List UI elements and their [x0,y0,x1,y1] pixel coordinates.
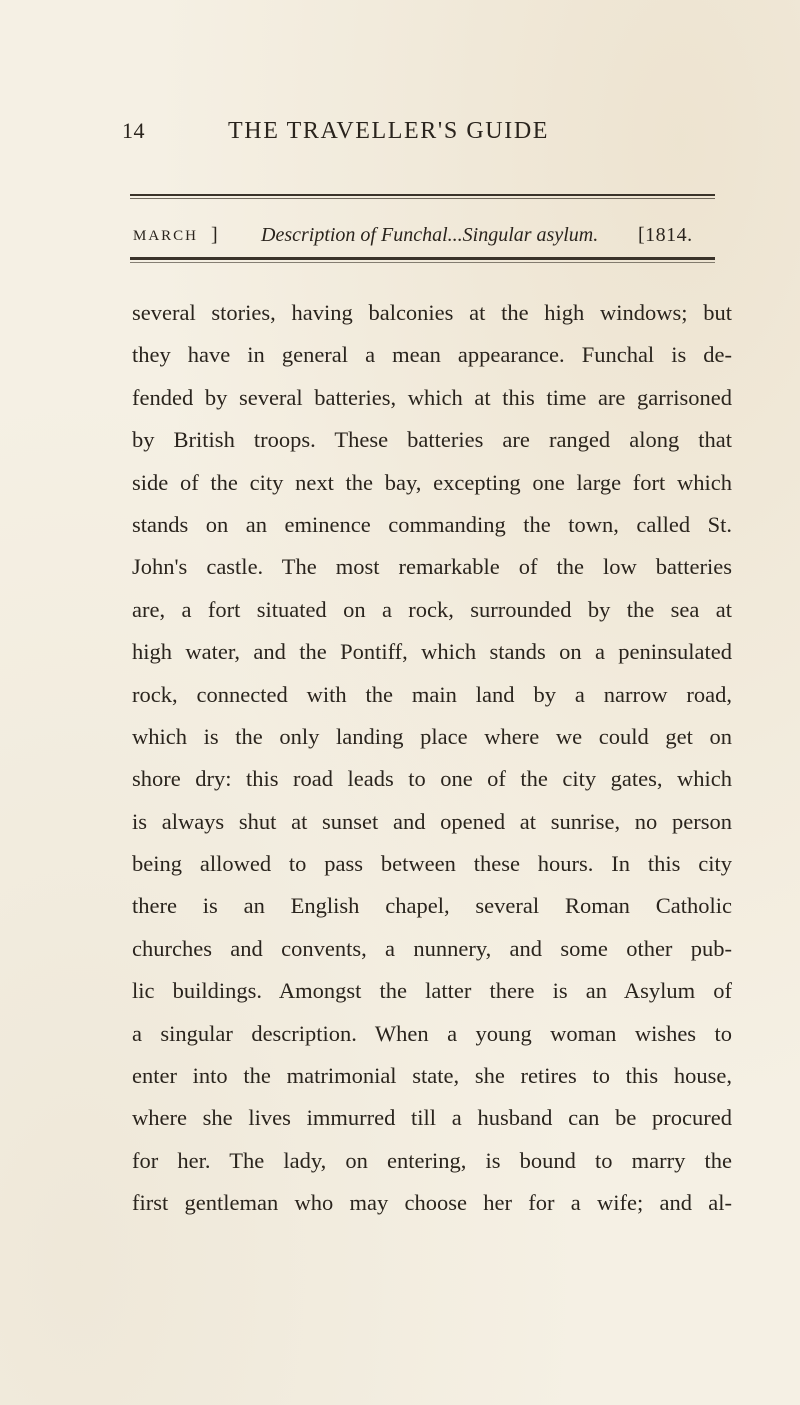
text-line: they have in general a mean appearance. Funchal is de- [132,342,732,368]
text-line: stands on an eminence commanding the town, called St. [132,511,732,537]
text-line: rock, connected with the main land by a narrow road, [132,681,732,707]
header-rule-top-thin [130,198,715,199]
text-line: several stories, having balconies at the high windows; but [132,300,732,325]
text-line: which is the only landing place where we could get on [132,723,732,749]
headline-month: MARCH [133,228,199,244]
book-title: THE TRAVELLER'S GUIDE [228,118,550,144]
header-rule-bottom [130,257,715,260]
text-line: churches and convents, a nunnery, and some other pub- [132,935,732,961]
text-line: lic buildings. Amongst the latter there is an Asylum of [132,978,732,1004]
headline-month-bracket: ] [211,224,218,246]
text-line: a singular description. When a young woman wishes to [132,1020,732,1046]
text-line: where she lives immurred till a husband can be procured [132,1105,732,1131]
text-line: are, a fort situated on a rock, surrounded by the sea at [132,596,732,622]
running-head [0,118,800,158]
text-line: shore dry: this road leads to one of the city gates, which [132,766,732,792]
text-line: enter into the matrimonial state, she retires to this house, [132,1063,732,1089]
text-line: is always shut at sunset and opened at sunrise, no person [132,808,732,834]
body-text [132,292,732,1225]
text-line: by British troops. These batteries are ranged along that [132,427,732,453]
text-line: John's castle. The most remarkable of the low batteries [132,554,732,580]
text-line: there is an English chapel, several Roman Catholic [132,893,732,919]
text-line: fended by several batteries, which at this time are garrisoned [132,384,732,410]
header-rule-top [130,194,715,196]
text-line: first gentleman who may choose her for a wife; and al- [132,1190,732,1216]
text-line: for her. The lady, on entering, is bound to marry the [132,1147,732,1173]
header-rule-bottom-thin [130,262,715,263]
text-line: high water, and the Pontiff, which stands on a peninsulated [132,639,732,665]
headline-year: [1814. [638,224,693,246]
page-number: 14 [122,118,145,143]
text-line: side of the city next the bay, excepting one large fort which [132,469,732,495]
headline-description: Description of Funchal...Singular asylum. [261,224,599,246]
text-line: being allowed to pass between these hours. In this city [132,851,732,877]
section-headline [133,224,723,254]
